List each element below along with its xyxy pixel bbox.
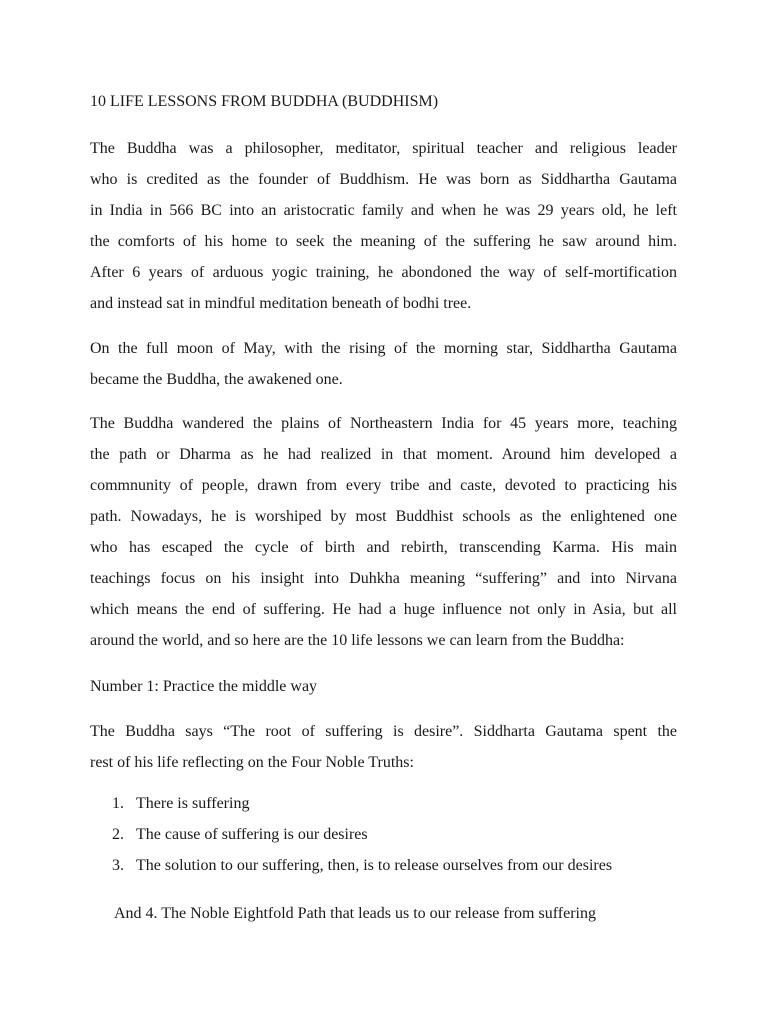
paragraph-line: which means the end of suffering. He had a huge influence not only in Asia, but all xyxy=(90,601,677,618)
list-item-number: 1. xyxy=(112,795,124,812)
paragraph-line: in India in 566 BC into an aristocratic family and when he was 29 years old, he left xyxy=(90,202,677,219)
closing-line: And 4. The Noble Eightfold Path that leads us to our release from suffering xyxy=(114,905,596,922)
paragraph-line: path. Nowadays, he is worshiped by most Buddhist schools as the enlightened one xyxy=(90,508,677,525)
document-title: 10 LIFE LESSONS FROM BUDDHA (BUDDHISM) xyxy=(90,93,439,110)
list-item-number: 3. xyxy=(112,857,124,874)
paragraph-line: On the full moon of May, with the rising of the morning star, Siddhartha Gautama xyxy=(90,340,677,357)
paragraph-line: The Buddha wandered the plains of Northeastern India for 45 years more, teaching xyxy=(90,415,677,432)
paragraph-line: teachings focus on his insight into Duhkha meaning “suffering” and into Nirvana xyxy=(90,570,677,587)
paragraph-line: rest of his life reflecting on the Four Noble Truths: xyxy=(90,754,414,771)
paragraph-line: commnunity of people, drawn from every tribe and caste, devoted to practicing his xyxy=(90,477,677,494)
paragraph-line: After 6 years of arduous yogic training, he abondoned the way of self-mortification xyxy=(90,264,677,281)
paragraph-line: who is credited as the founder of Buddhism. He was born as Siddhartha Gautama xyxy=(90,171,677,188)
list-item-text: The solution to our suffering, then, is to release ourselves from our desires xyxy=(136,857,613,874)
paragraph-line: the path or Dharma as he had realized in that moment. Around him developed a xyxy=(90,446,677,463)
paragraph-teachings xyxy=(90,408,677,656)
paragraph-noble-truths xyxy=(90,716,677,778)
list-item-number: 2. xyxy=(112,826,124,843)
paragraph-line: The Buddha was a philosopher, meditator, spiritual teacher and religious leader xyxy=(90,140,677,157)
section-heading: Number 1: Practice the middle way xyxy=(90,678,318,695)
list-item-text: There is suffering xyxy=(136,795,250,812)
paragraph-line: the comforts of his home to seek the meaning of the suffering he saw around him. xyxy=(90,233,677,250)
paragraph-line: The Buddha says “The root of suffering is desire”. Siddharta Gautama spent the xyxy=(90,723,677,740)
paragraph-line: and instead sat in mindful meditation beneath of bodhi tree. xyxy=(90,295,472,312)
paragraph-line: around the world, and so here are the 10 life lessons we can learn from the Buddha: xyxy=(90,632,625,649)
paragraph-awakening xyxy=(90,333,677,395)
paragraph-intro xyxy=(90,133,677,319)
paragraph-line: who has escaped the cycle of birth and rebirth, transcending Karma. His main xyxy=(90,539,677,556)
paragraph-line: became the Buddha, the awakened one. xyxy=(90,371,343,388)
list-item-text: The cause of suffering is our desires xyxy=(136,826,368,843)
